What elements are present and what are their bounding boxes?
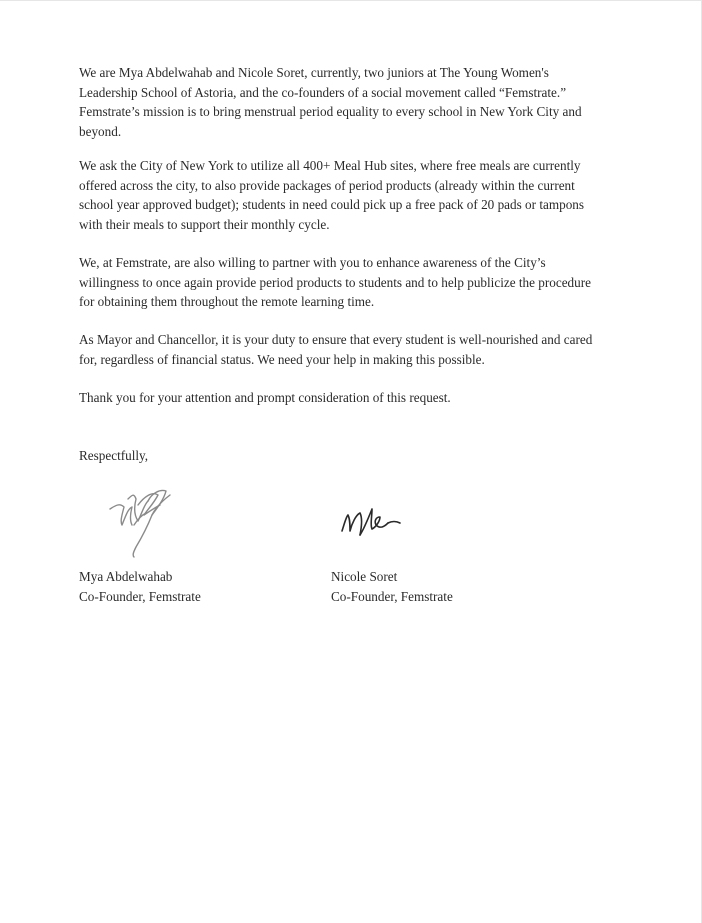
text-line: beyond. — [79, 123, 122, 139]
text-line: with their meals to support their monthly cycle. — [79, 216, 330, 232]
text-line: We ask the City of New York to utilize all 400+ Meal Hub sites, where free meals are currently — [79, 158, 581, 173]
paragraph-thanks — [79, 388, 659, 408]
signature-nicole-image — [338, 501, 404, 541]
text-line: Femstrate’s mission is to bring menstrual period equality to every school in New York City and — [79, 104, 582, 119]
text-line: We, at Femstrate, are also willing to partner with you to enhance awareness of the City’s — [79, 255, 546, 270]
signer-block-mya — [79, 567, 201, 606]
text-line: willingness to once again provide period products to students and to help publicize the procedure — [79, 274, 591, 290]
paragraph-request — [79, 156, 659, 234]
signer-title: Co-Founder, Femstrate — [331, 588, 453, 604]
text-line: Leadership School of Astoria, and the co-founders of a social movement called “Femstrate.” — [79, 84, 567, 100]
signature-mya-image — [108, 485, 174, 559]
text-line: We are Mya Abdelwahab and Nicole Soret, currently, two juniors at The Young Women's — [79, 65, 549, 80]
signer-block-nicole — [331, 567, 453, 606]
signer-name: Mya Abdelwahab — [79, 569, 173, 584]
text-line: offered across the city, to also provide packages of period products (already within the current — [79, 177, 575, 193]
text-line: for obtaining them throughout the remote learning time. — [79, 294, 375, 309]
paragraph-partnership — [79, 253, 659, 312]
text-line: Thank you for your attention and prompt consideration of this request. — [79, 390, 451, 405]
paragraph-introduction — [79, 63, 659, 141]
text-line: for, regardless of financial status. We need your help in making this possible. — [79, 351, 485, 367]
paragraph-duty — [79, 330, 659, 369]
text-line: As Mayor and Chancellor, it is your duty to ensure that every student is well-nourished and cared — [79, 332, 593, 347]
text-line: school year approved budget); students in need could pick up a free pack of 20 pads or tampons — [79, 197, 585, 212]
signer-name: Nicole Soret — [331, 569, 398, 584]
closing-salutation: Respectfully, — [79, 448, 149, 463]
signer-title: Co-Founder, Femstrate — [79, 588, 201, 604]
